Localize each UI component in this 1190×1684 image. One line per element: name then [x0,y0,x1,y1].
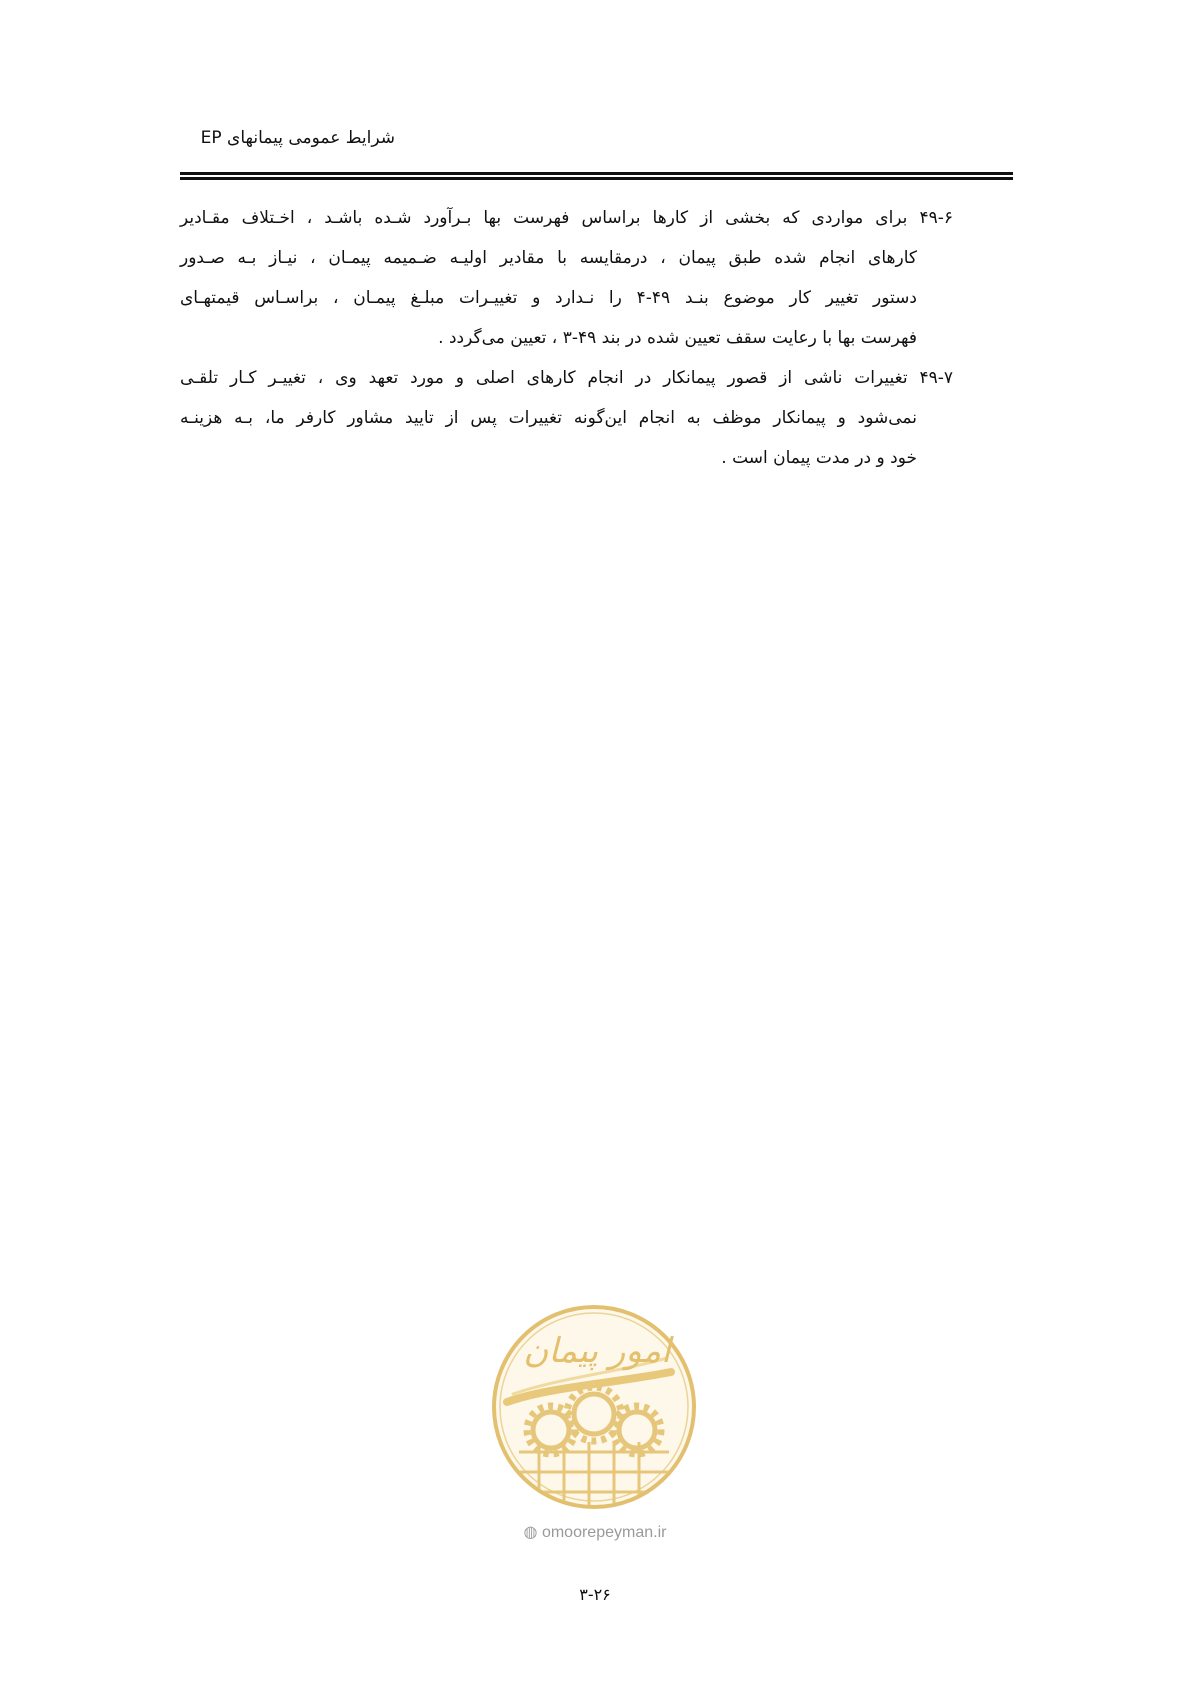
clause-line: فهرست بها با رعایت سقف تعیین شده در بند ۴۹-۳ ، تعیین می‌گردد . [438,328,917,348]
seal-caption [480,1522,710,1542]
header-double-rule [180,172,1013,180]
clause-49-6 [180,198,953,358]
omoorepeyman-seal-logo [489,1302,699,1512]
clause-49-7 [180,358,953,478]
page-number: ۳-۲۶ [579,1585,611,1604]
running-header-title: شرایط عمومی پیمانهای EP [200,128,395,148]
clause-line: دستور تغییر کار موضوع بنـد ۴۹-۴ را نـدارد و تغییـرات مبلـغ پیمـان ، براسـاس قیمتهـای [180,288,917,308]
globe-icon: ◍ [523,1524,538,1541]
clause-line: ۴۹-۷ تغییرات ناشی از قصور پیمانکار در انجام کارهای اصلی و مورد تعهد وی ، تغییـر کـار تلقـی [180,368,953,388]
website-url: omoorepeyman.ir [541,1524,667,1541]
document-body [180,198,953,478]
seal-logo-text: امور پیمان [523,1331,671,1371]
clause-line: کارهای انجام شده طبق پیمان ، درمقایسه با مقادیر اولیـه ضـمیمه پیمـان ، نیـاز بـه صـدور [180,248,917,268]
clause-line: نمی‌شود و پیمانکار موظف به انجام این‌گونه تغییرات پس از تایید مشاور کارفر ما، بـه هزینـه [180,408,917,428]
clause-line: خود و در مدت پیمان است . [721,448,917,468]
clause-line: ۴۹-۶ برای مواردی که بخشی از کارها براساس فهرست بها بـرآورد شـده باشـد ، اخـتلاف مقـادیر [180,208,953,228]
